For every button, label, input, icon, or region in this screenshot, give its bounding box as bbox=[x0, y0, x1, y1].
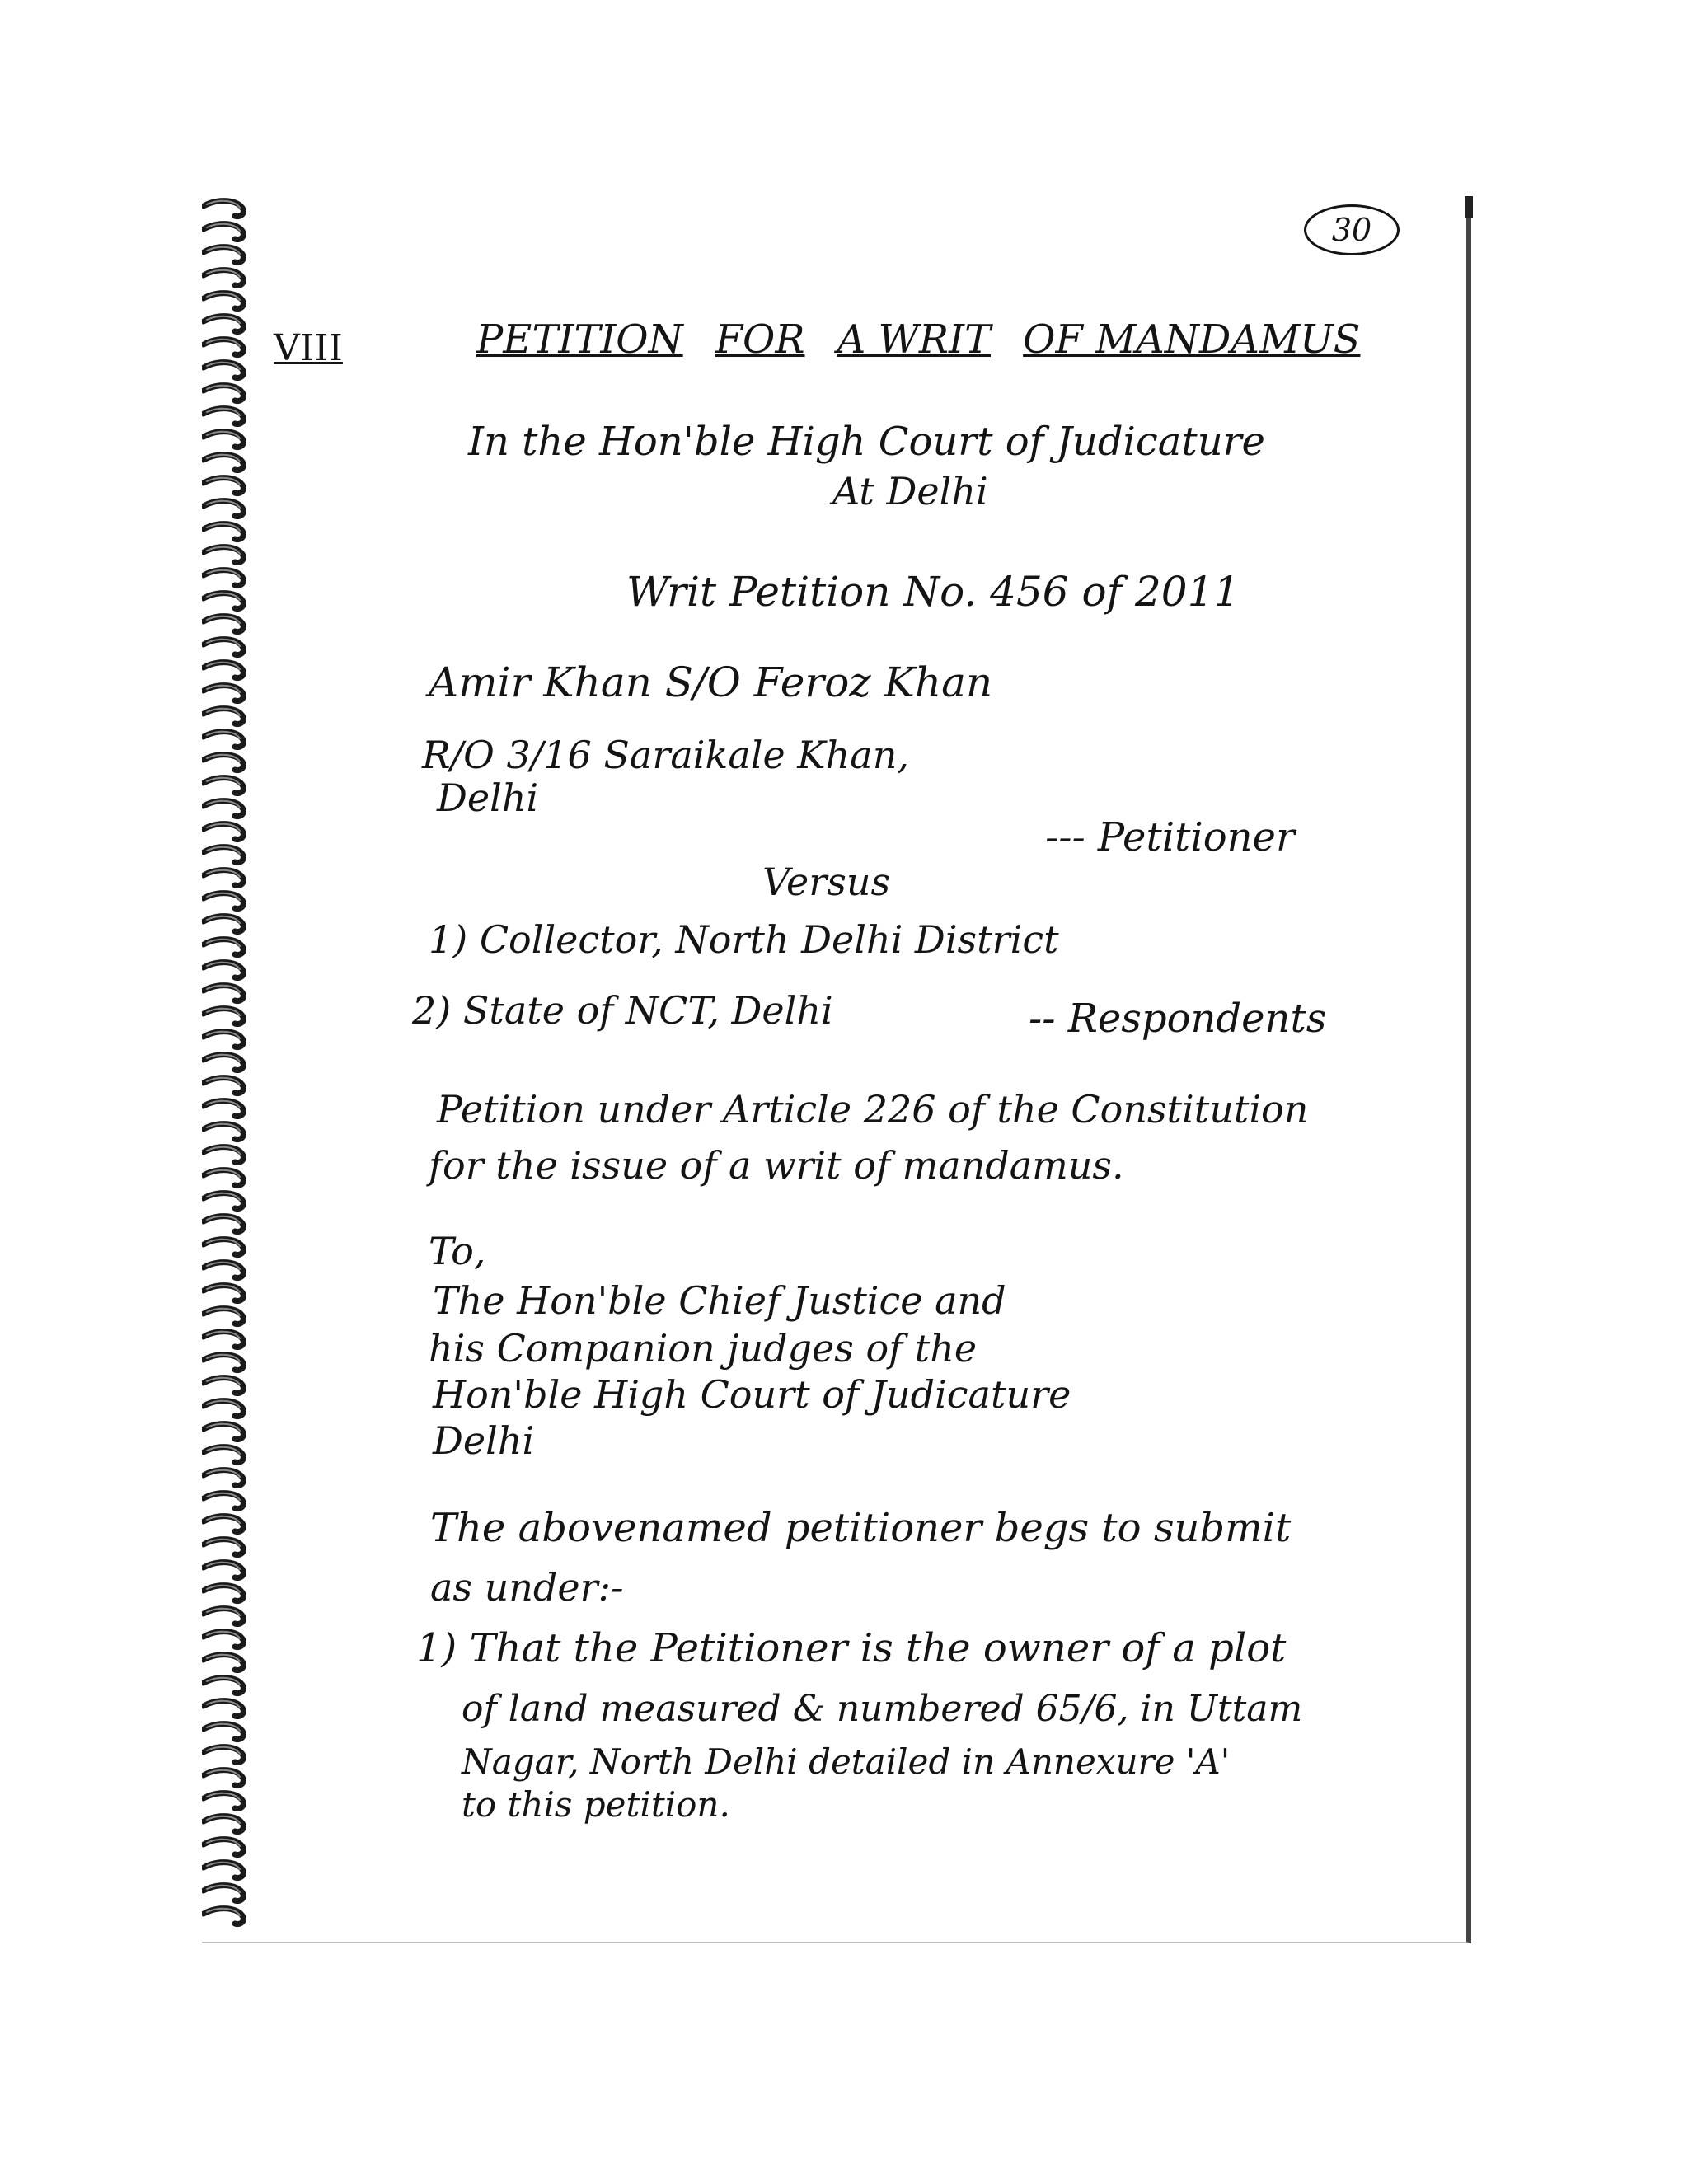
writ-number: Writ Petition No. 456 of 2011 bbox=[626, 568, 1240, 616]
title-word: FOR bbox=[715, 316, 805, 363]
spiral-coil bbox=[204, 593, 243, 609]
spiral-coil bbox=[204, 409, 243, 424]
paragraph-1-line-3: Nagar, North Delhi detailed in Annexure 'A' bbox=[462, 1741, 1231, 1782]
addressee-line-1: The Hon'ble Chief Justice and bbox=[433, 1278, 1006, 1323]
paragraph-1-line-4: to this petition. bbox=[462, 1784, 730, 1825]
spiral-coil bbox=[204, 340, 243, 355]
spiral-binding-coils bbox=[202, 196, 268, 1943]
spiral-coil bbox=[204, 616, 243, 632]
spiral-coil bbox=[204, 1886, 243, 1901]
article-line-2: for the issue of a writ of mandamus. bbox=[429, 1143, 1124, 1188]
spiral-coil bbox=[204, 1286, 243, 1301]
spiral-coil bbox=[204, 247, 243, 263]
spiral-coil bbox=[204, 293, 243, 309]
spiral-coil bbox=[204, 1632, 243, 1647]
spiral-coil bbox=[204, 1216, 243, 1232]
spiral-coil bbox=[204, 663, 243, 678]
spiral-coil bbox=[204, 1909, 243, 1924]
respondent-2: 2) State of NCT, Delhi bbox=[412, 988, 833, 1033]
spiral-coil bbox=[204, 478, 243, 494]
spiral-coil bbox=[204, 1355, 243, 1371]
spiral-coil bbox=[204, 963, 243, 978]
versus-label: Versus bbox=[762, 860, 891, 904]
spiral-coil bbox=[204, 640, 243, 655]
spiral-coil bbox=[204, 1701, 243, 1717]
spiral-coil bbox=[204, 1540, 243, 1555]
spiral-coil bbox=[204, 1401, 243, 1417]
spiral-coil bbox=[204, 1793, 243, 1809]
respondents-role: -- Respondents bbox=[1029, 996, 1327, 1042]
title-word: A WRIT bbox=[837, 316, 991, 363]
page-number: 30 bbox=[1304, 204, 1400, 255]
spiral-coil bbox=[204, 801, 243, 817]
spiral-coil bbox=[204, 224, 243, 240]
spiral-coil bbox=[204, 893, 243, 909]
spiral-coil bbox=[204, 1055, 243, 1071]
spiral-coil bbox=[204, 732, 243, 748]
spiral-coil bbox=[204, 1124, 243, 1140]
spiral-coil bbox=[204, 316, 243, 332]
court-line: In the Hon'ble High Court of Judicature bbox=[468, 419, 1265, 465]
spiral-coil bbox=[204, 1332, 243, 1347]
spiral-coil bbox=[204, 270, 243, 286]
spiral-coil bbox=[204, 847, 243, 863]
spiral-coil bbox=[204, 1032, 243, 1047]
spiral-coil bbox=[204, 1493, 243, 1509]
spiral-coil bbox=[204, 1263, 243, 1278]
spiral-coil bbox=[204, 1309, 243, 1324]
spiral-coil bbox=[204, 755, 243, 771]
petitioner-name: Amir Khan S/O Feroz Khan bbox=[429, 658, 993, 706]
spiral-coil bbox=[204, 686, 243, 701]
page-edge-shadow bbox=[1465, 196, 1473, 218]
spiral-coil bbox=[204, 1424, 243, 1440]
spiral-coil bbox=[204, 1816, 243, 1832]
spiral-coil bbox=[204, 1678, 243, 1694]
spiral-coil bbox=[204, 501, 243, 517]
document-title bbox=[476, 315, 1360, 364]
spiral-coil bbox=[204, 1609, 243, 1624]
spiral-coil bbox=[204, 386, 243, 401]
spiral-binding bbox=[202, 196, 268, 1943]
spiral-coil bbox=[204, 455, 243, 471]
addressee-line-2: his Companion judges of the bbox=[429, 1326, 978, 1371]
spiral-coil bbox=[204, 1170, 243, 1186]
spiral-coil bbox=[204, 1655, 243, 1671]
petitioner-city: Delhi bbox=[437, 776, 539, 820]
submit-line-2: as under:- bbox=[430, 1565, 624, 1610]
title-word: PETITION bbox=[476, 316, 683, 363]
spiral-coil bbox=[204, 524, 243, 540]
spiral-coil bbox=[204, 1586, 243, 1601]
spiral-coil bbox=[204, 1078, 243, 1094]
spiral-coil bbox=[204, 432, 243, 448]
spiral-coil bbox=[204, 1724, 243, 1740]
paragraph-1-line-1: 1) That the Petitioner is the owner of a plot bbox=[416, 1625, 1287, 1671]
spiral-coil bbox=[204, 1101, 243, 1117]
addressee-line-3: Hon'ble High Court of Judicature bbox=[433, 1372, 1071, 1417]
spiral-coil bbox=[204, 1470, 243, 1486]
petitioner-role: --- Petitioner bbox=[1045, 814, 1295, 860]
spiral-coil bbox=[204, 201, 243, 217]
spiral-coil bbox=[204, 709, 243, 724]
spiral-coil bbox=[204, 1240, 243, 1255]
spiral-coil bbox=[204, 1516, 243, 1532]
spiral-coil bbox=[204, 1009, 243, 1024]
paragraph-1-line-2: of land measured & numbered 65/6, in Uttam bbox=[462, 1688, 1303, 1730]
spiral-coil bbox=[204, 778, 243, 794]
spiral-coil bbox=[204, 916, 243, 932]
spiral-coil bbox=[204, 1147, 243, 1163]
spiral-coil bbox=[204, 1193, 243, 1209]
spiral-coil bbox=[204, 1447, 243, 1463]
spiral-coil bbox=[204, 1378, 243, 1394]
spiral-coil bbox=[204, 1563, 243, 1578]
salutation-to: To, bbox=[429, 1229, 486, 1273]
petitioner-address: R/O 3/16 Saraikale Khan, bbox=[422, 733, 909, 777]
title-word: OF MANDAMUS bbox=[1023, 316, 1361, 363]
respondent-1: 1) Collector, North Delhi District bbox=[429, 917, 1059, 962]
court-place: At Delhi bbox=[832, 469, 988, 513]
spiral-coil bbox=[204, 1770, 243, 1786]
spiral-coil bbox=[204, 824, 243, 840]
spiral-coil bbox=[204, 1840, 243, 1855]
spiral-coil bbox=[204, 1863, 243, 1878]
spiral-coil bbox=[204, 570, 243, 586]
article-line-1: Petition under Article 226 of the Constitution bbox=[437, 1087, 1309, 1132]
spiral-coil bbox=[204, 1747, 243, 1763]
submit-line-1: The abovenamed petitioner begs to submit bbox=[430, 1505, 1292, 1551]
spiral-coil bbox=[204, 870, 243, 886]
spiral-coil bbox=[204, 940, 243, 955]
spiral-coil bbox=[204, 363, 243, 378]
section-number: VIII bbox=[274, 327, 343, 369]
spiral-coil bbox=[204, 986, 243, 1001]
spiral-coil bbox=[204, 547, 243, 563]
addressee-line-4: Delhi bbox=[433, 1418, 535, 1463]
